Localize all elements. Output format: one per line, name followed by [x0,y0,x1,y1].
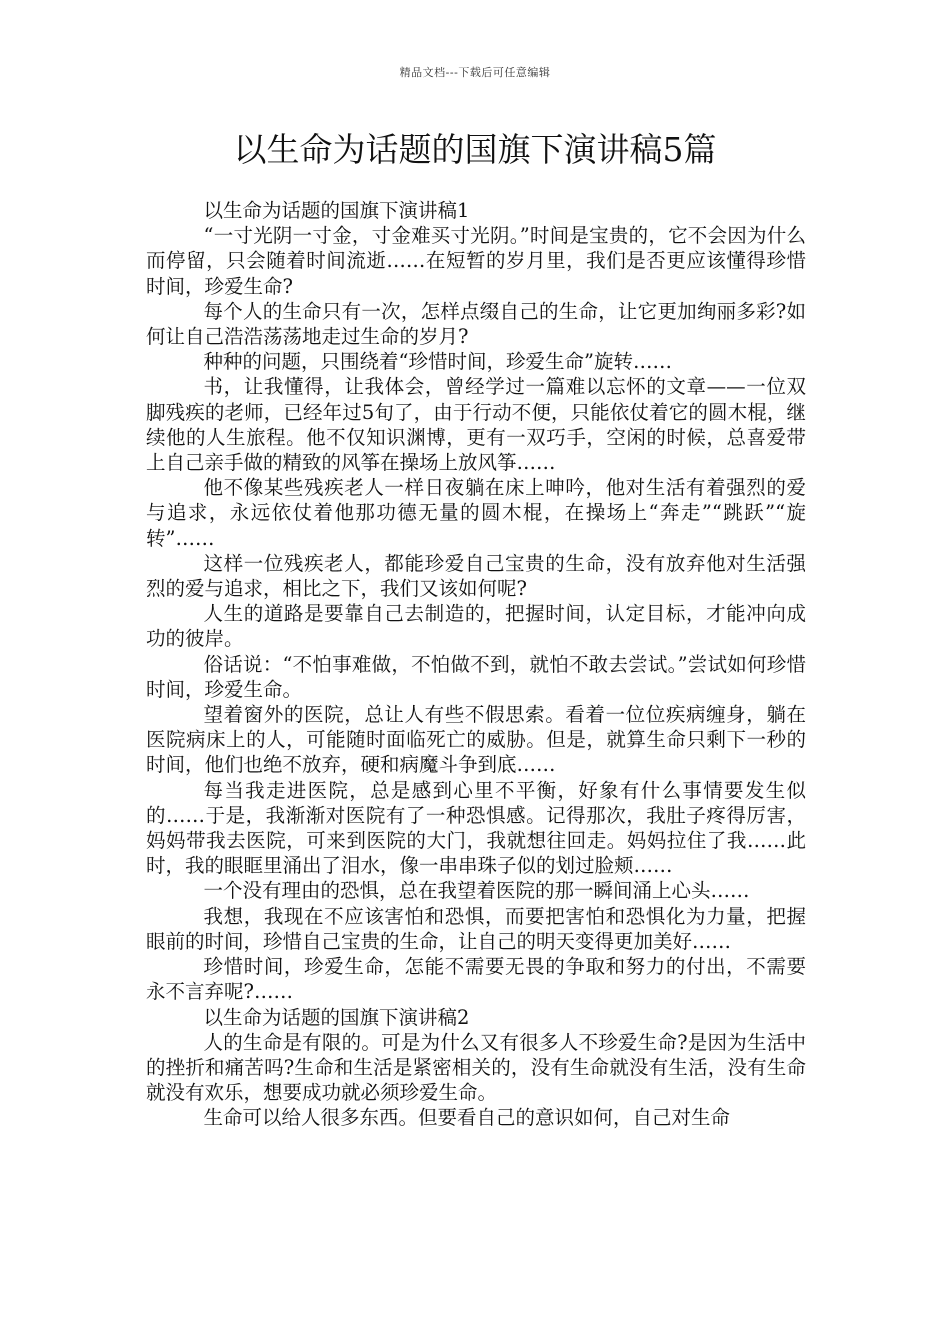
document-title: 以生命为话题的国旗下演讲稿5篇 [233,130,717,169]
paragraph: 珍惜时间，珍爱生命，怎能不需要无畏的争取和努力的付出，不需要永不言弃呢?…… [146,955,806,1004]
paragraph: 每个人的生命只有一次，怎样点缀自己的生命，让它更加绚丽多彩?如何让自己浩浩荡荡地走过生命的岁月? [146,299,806,349]
paragraph: 他不像某些残疾老人一样日夜躺在床上呻吟，他对生活有着强烈的爱与追求，永远依仗着他那功德无量的圆木棍，在操场上“奔走”“跳跃”“旋转”…… [146,476,806,550]
section-heading-1: 以生命为话题的国旗下演讲稿1 [203,199,470,222]
document-body [146,198,806,1131]
paragraph: 俗话说：“不怕事难做，不怕做不到，就怕不敢去尝试。”尝试如何珍惜时间，珍爱生命。 [146,652,806,701]
paragraph: 我想，我现在不应该害怕和恐惧，而要把害怕和恐惧化为力量，把握眼前的时间，珍惜自己宝贵的生命，让自己的明天变得更加美好…… [146,904,806,953]
paragraph: 这样一位残疾老人，都能珍爱自己宝贵的生命，没有放弃他对生活强烈的爱与追求，相比之下，我们又该如何呢? [146,551,806,601]
paragraph: “一寸光阴一寸金，寸金难买寸光阴。”时间是宝贵的，它不会因为什么而停留，只会随着时间流逝……在短暂的岁月里，我们是否更应该懂得珍惜时间，珍爱生命? [146,224,806,298]
paragraph: 书，让我懂得，让我体会，曾经学过一篇难以忘怀的文章——一位双脚残疾的老师，已经年过5旬了，由于行动不便，只能依仗着它的圆木棍，继续他的人生旅程。他不仅知识渊博，更有一双巧手，空闲的时候，总喜爱带上自己亲手做的精致的风筝在操场上放风筝…… [146,375,806,475]
paragraph: 人生的道路是要靠自己去制造的，把握时间，认定目标，才能冲向成功的彼岸。 [146,602,806,651]
page-header-note: 精品文档---下载后可任意编辑 [399,66,551,79]
paragraph: 每当我走进医院，总是感到心里不平衡，好象有什么事情要发生似的……于是，我渐渐对医院有了一种恐惧感。记得那次，我肚子疼得厉害，妈妈带我去医院，可来到医院的大门，我就想往回走。妈妈拉住了我……此时，我的眼眶里涌出了泪水，像一串串珠子似的划过脸颊…… [146,778,806,878]
section-heading-2: 以生命为话题的国旗下演讲稿2 [203,1005,470,1029]
paragraph: 种种的问题，只围绕着“珍惜时间，珍爱生命”旋转…… [203,350,672,374]
paragraph: 人的生命是有限的。可是为什么又有很多人不珍爱生命?是因为生活中的挫折和痛苦吗?生命和生活是紧密相关的，没有生命就没有生活，没有生命就没有欢乐，想要成功就必须珍爱生命。 [146,1030,806,1105]
paragraph: 生命可以给人很多东西。但要看自己的意识如何，自己对生命 [203,1106,731,1130]
paragraph: 望着窗外的医院，总让人有些不假思索。看着一位位疾病缠身，躺在医院病床上的人，可能随时面临死亡的威胁。但是，就算生命只剩下一秒的时间，他们也绝不放弃，硬和病魔斗争到底…… [146,703,806,777]
paragraph: 一个没有理由的恐惧，总在我望着医院的那一瞬间涌上心头…… [203,879,750,903]
